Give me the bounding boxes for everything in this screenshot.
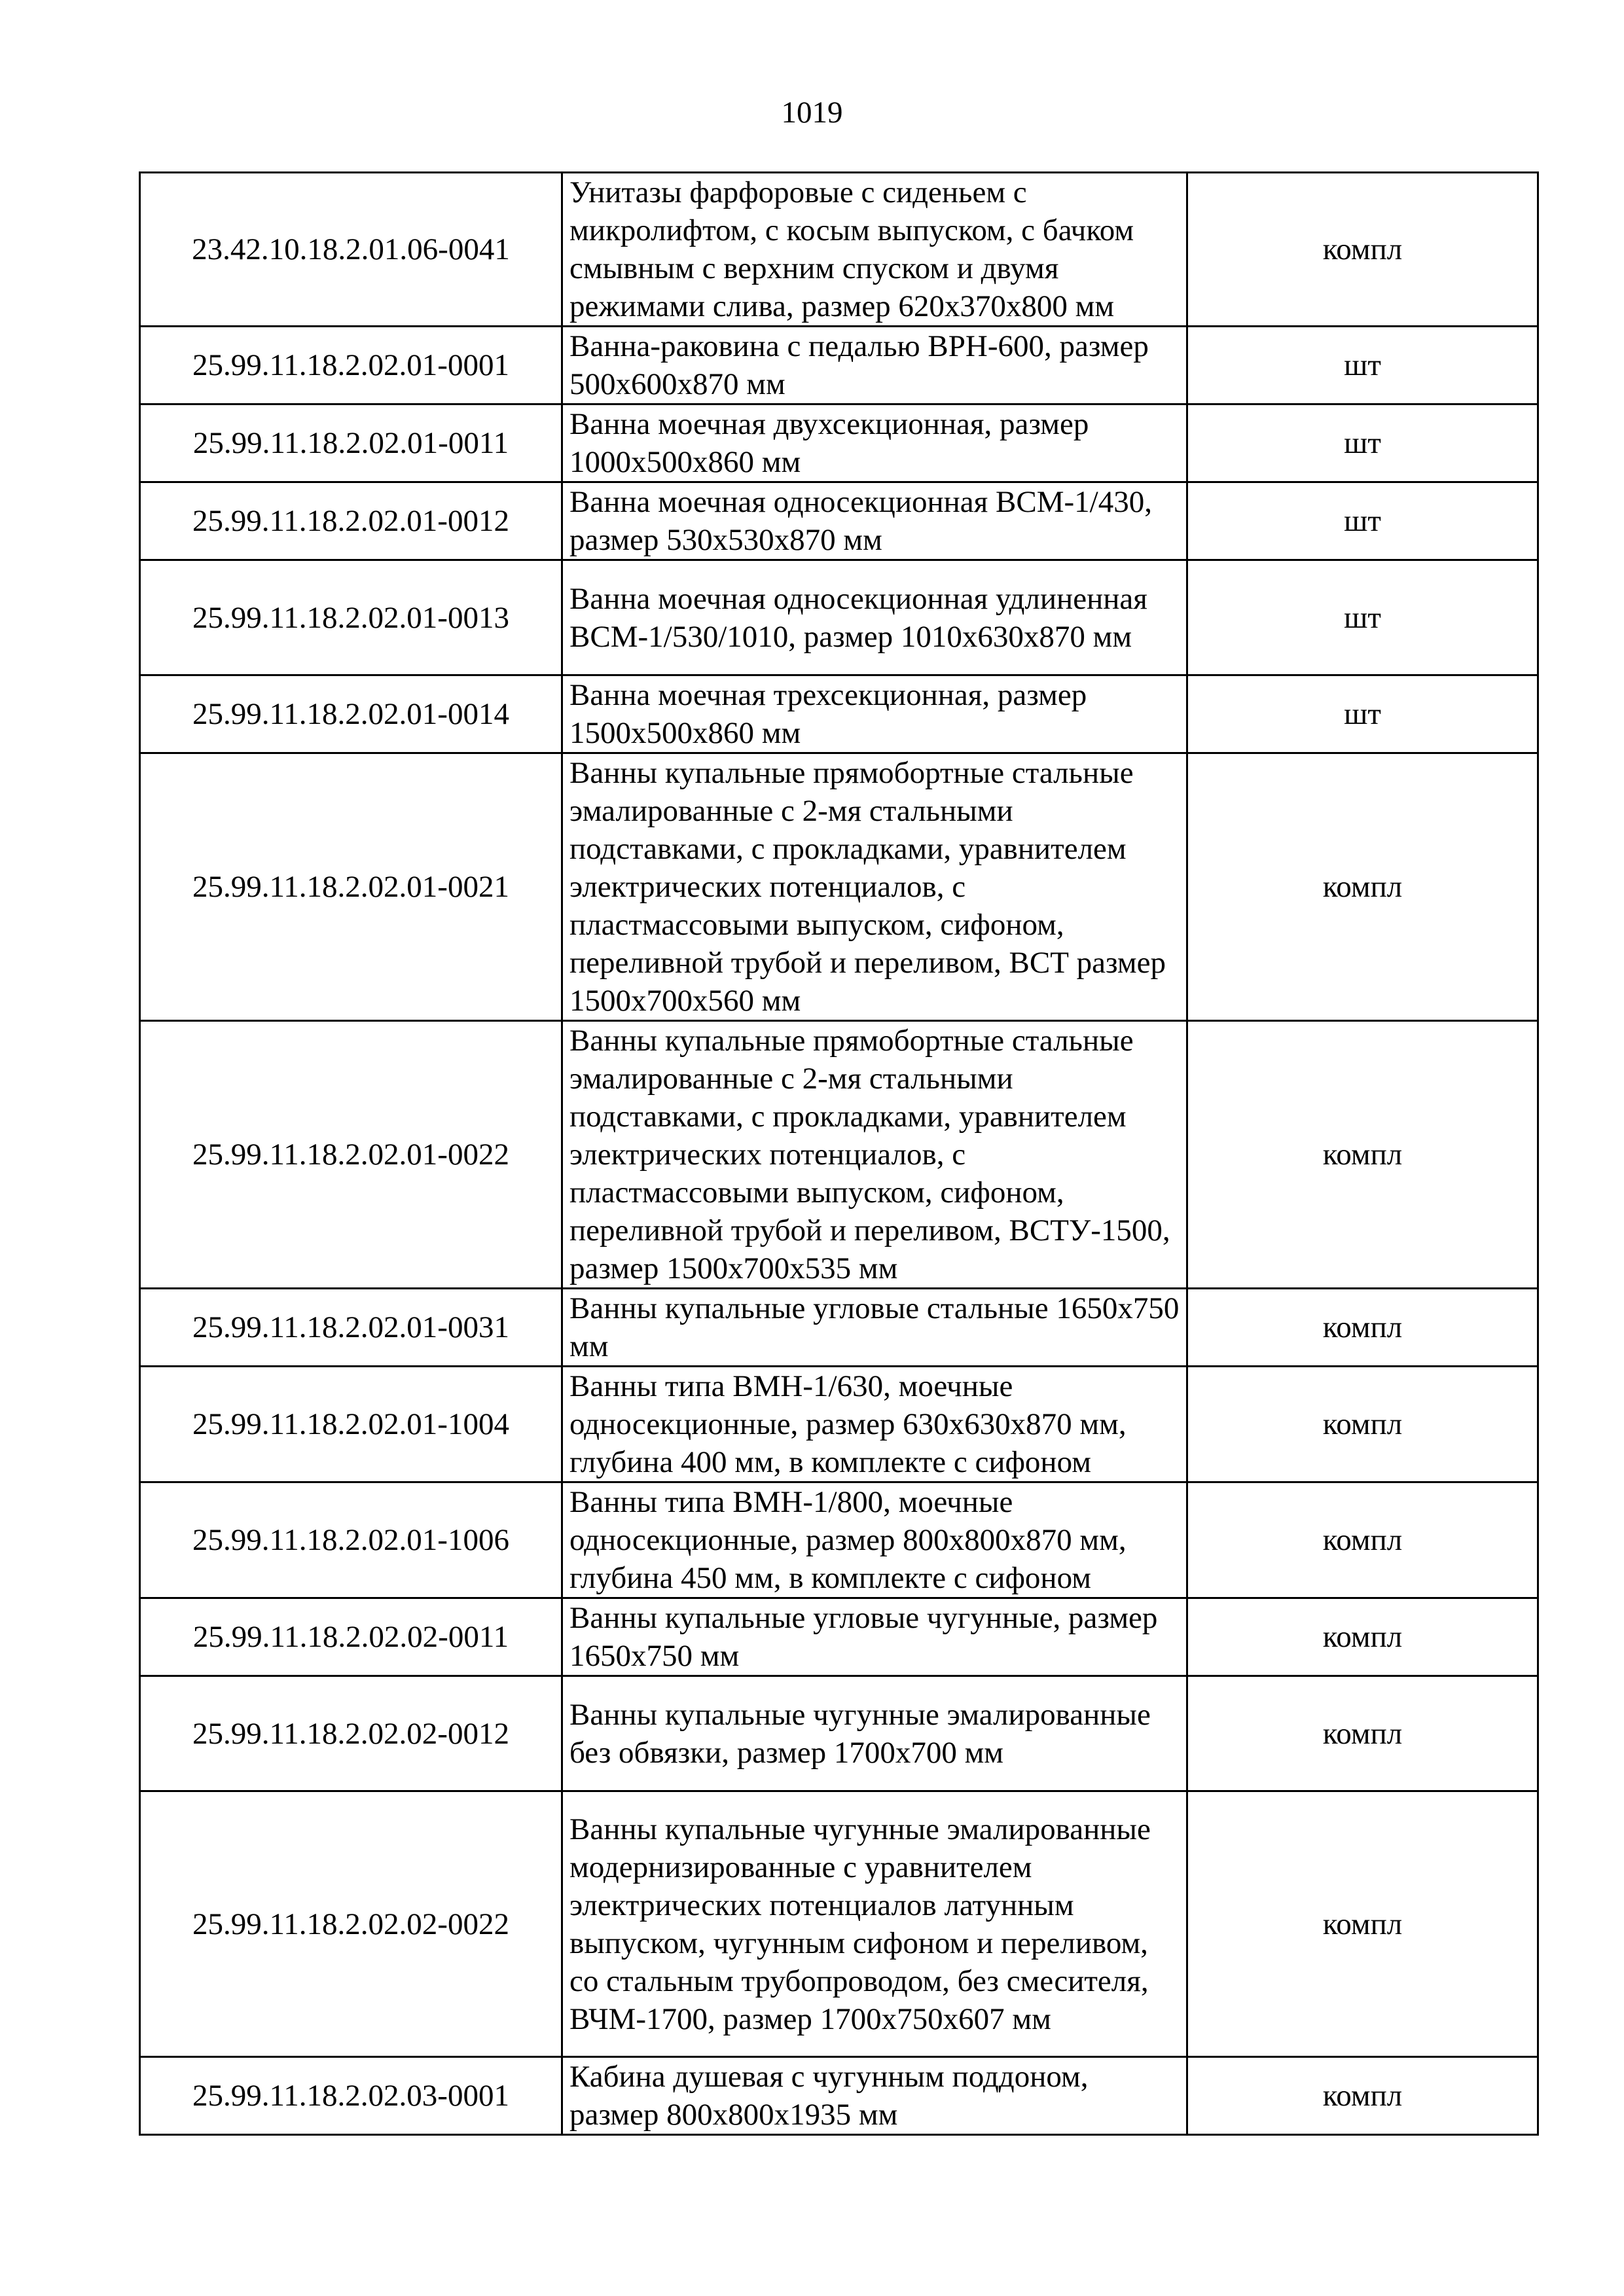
table-row [140, 173, 1538, 327]
resource-code: 25.99.11.18.2.02.01-0031 [140, 1289, 562, 1367]
unit-of-measure: шт [1187, 404, 1538, 482]
resource-code: 25.99.11.18.2.02.01-0022 [140, 1021, 562, 1289]
resource-code: 25.99.11.18.2.02.01-1006 [140, 1482, 562, 1598]
resource-description: Унитазы фарфоровые с сиденьем с микролифтом, с косым выпуском, с бачком смывным с верхним спуском и двумя режимами слива, размер 620х370х800 мм [562, 173, 1187, 327]
resource-description: Ванна моечная двухсекционная, размер 1000х500х860 мм [562, 404, 1187, 482]
resource-code: 25.99.11.18.2.02.01-0021 [140, 753, 562, 1021]
resource-description: Ванны типа ВМН-1/630, моечные односекционные, размер 630х630х870 мм, глубина 400 мм, в комплекте с сифоном [562, 1367, 1187, 1482]
resource-description: Ванны типа ВМН-1/800, моечные односекционные, размер 800х800х870 мм, глубина 450 мм, в комплекте с сифоном [562, 1482, 1187, 1598]
resource-description: Ванна-раковина с педалью ВРН-600, размер 500х600х870 мм [562, 327, 1187, 404]
page-number: 1019 [781, 96, 843, 130]
resource-description: Ванна моечная односекционная ВСМ-1/430, размер 530х530х870 мм [562, 482, 1187, 560]
unit-of-measure: шт [1187, 560, 1538, 675]
resource-code: 25.99.11.18.2.02.01-0014 [140, 675, 562, 753]
unit-of-measure: компл [1187, 2057, 1538, 2135]
table-row [140, 560, 1538, 675]
resource-code: 25.99.11.18.2.02.01-0012 [140, 482, 562, 560]
table-row [140, 404, 1538, 482]
unit-of-measure: компл [1187, 1482, 1538, 1598]
unit-of-measure: компл [1187, 753, 1538, 1021]
resource-code: 25.99.11.18.2.02.03-0001 [140, 2057, 562, 2135]
unit-of-measure: компл [1187, 173, 1538, 327]
resource-description: Ванны купальные прямобортные стальные эмалированные с 2-мя стальными подставками, с прокладками, уравнителем электрических потенциалов, с пластмассовыми выпуском, сифоном, переливной трубой и переливом, ВСТУ-1500, размер 1500х700х535 мм [562, 1021, 1187, 1289]
resource-code: 25.99.11.18.2.02.01-0001 [140, 327, 562, 404]
unit-of-measure: компл [1187, 1598, 1538, 1676]
resource-code: 25.99.11.18.2.02.02-0011 [140, 1598, 562, 1676]
table-row [140, 675, 1538, 753]
unit-of-measure: компл [1187, 1289, 1538, 1367]
resource-code: 25.99.11.18.2.02.02-0022 [140, 1791, 562, 2057]
unit-of-measure: компл [1187, 1021, 1538, 1289]
table-row [140, 1598, 1538, 1676]
resource-table [139, 171, 1539, 2136]
table-row [140, 1791, 1538, 2057]
resource-description: Ванна моечная односекционная удлиненная ВСМ-1/530/1010, размер 1010х630х870 мм [562, 560, 1187, 675]
unit-of-measure: шт [1187, 482, 1538, 560]
table-row [140, 1367, 1538, 1482]
table-row [140, 1482, 1538, 1598]
resource-code: 23.42.10.18.2.01.06-0041 [140, 173, 562, 327]
unit-of-measure: компл [1187, 1791, 1538, 2057]
resource-code: 25.99.11.18.2.02.01-0013 [140, 560, 562, 675]
resource-description: Ванны купальные угловые стальные 1650х750 мм [562, 1289, 1187, 1367]
resource-description: Ванны купальные прямобортные стальные эмалированные с 2-мя стальными подставками, с прокладками, уравнителем электрических потенциалов, с пластмассовыми выпуском, сифоном, переливной трубой и переливом, ВСТ размер 1500х700х560 мм [562, 753, 1187, 1021]
resource-code: 25.99.11.18.2.02.02-0012 [140, 1676, 562, 1791]
unit-of-measure: шт [1187, 327, 1538, 404]
resource-description: Ванна моечная трехсекционная, размер 1500х500х860 мм [562, 675, 1187, 753]
resource-code: 25.99.11.18.2.02.01-0011 [140, 404, 562, 482]
table-row [140, 482, 1538, 560]
unit-of-measure: компл [1187, 1367, 1538, 1482]
table-row [140, 1289, 1538, 1367]
resource-description: Ванны купальные чугунные эмалированные без обвязки, размер 1700х700 мм [562, 1676, 1187, 1791]
unit-of-measure: компл [1187, 1676, 1538, 1791]
resource-description: Ванны купальные угловые чугунные, размер 1650х750 мм [562, 1598, 1187, 1676]
resource-code: 25.99.11.18.2.02.01-1004 [140, 1367, 562, 1482]
table-row [140, 1021, 1538, 1289]
table-row [140, 753, 1538, 1021]
resource-description: Кабина душевая с чугунным поддоном, размер 800х800х1935 мм [562, 2057, 1187, 2135]
unit-of-measure: шт [1187, 675, 1538, 753]
table-row [140, 1676, 1538, 1791]
resource-description: Ванны купальные чугунные эмалированные модернизированные с уравнителем электрических потенциалов латунным выпуском, чугунным сифоном и переливом, со стальным трубопроводом, без смесителя, ВЧМ-1700, размер 1700х750х607 мм [562, 1791, 1187, 2057]
table-row [140, 327, 1538, 404]
table-row [140, 2057, 1538, 2135]
